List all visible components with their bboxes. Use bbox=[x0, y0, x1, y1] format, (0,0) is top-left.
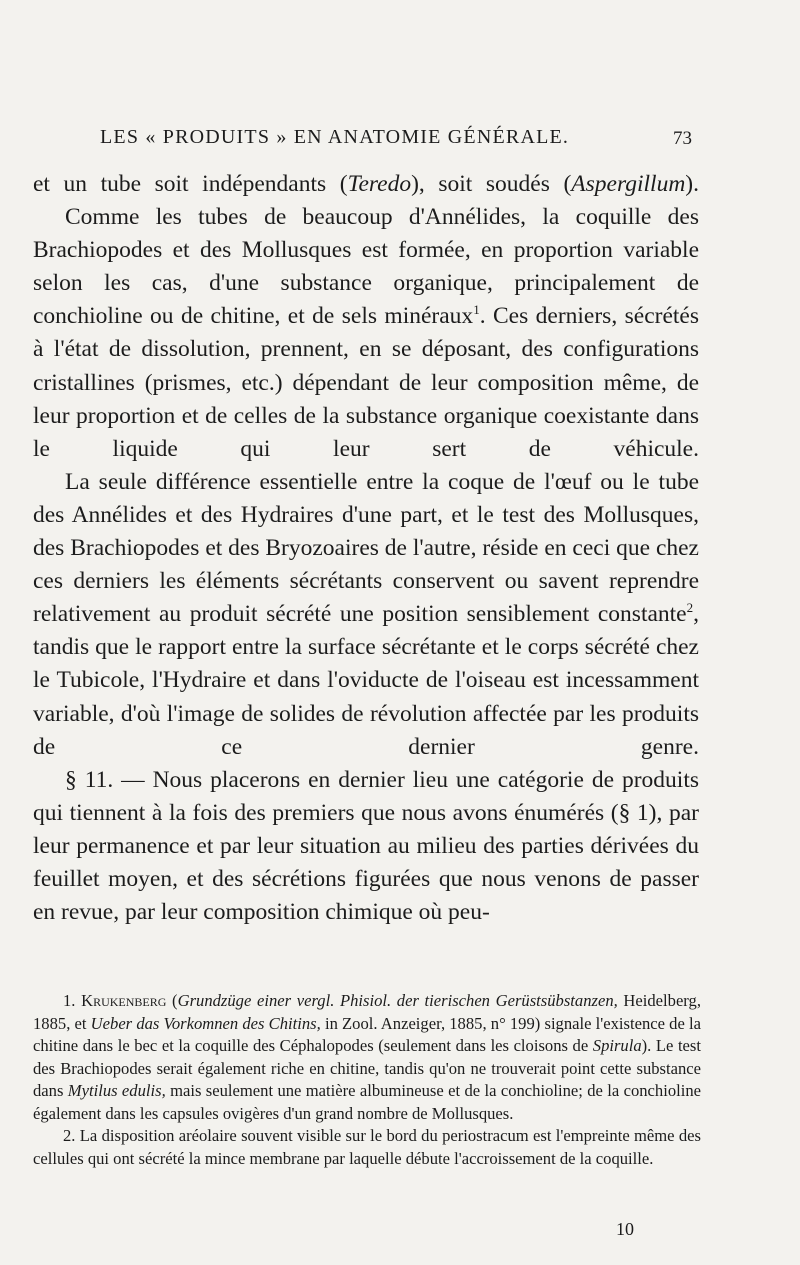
text-run: . Ces derniers, sécrétés à l'état de dissolution, prennent, en se déposant, des configurations cristallines (prismes, etc.) dépendant de leur composition même, de leur proportion et de celles de la substance organique coexistante dans le liquide qui leur sert de véhicule. bbox=[33, 303, 699, 462]
text-run: Comme les tubes de beaucoup d'Annélides, la coquille des Brachiopodes et des Mollusques est formée, en proportion variable selon les cas, d'une substance organique, principalement de conchioline ou de chitine, et de sels minéraux bbox=[33, 204, 699, 330]
footnotes bbox=[33, 990, 701, 1170]
paragraph-2 bbox=[33, 201, 699, 466]
text-run: ). bbox=[685, 171, 699, 197]
text-run: ). Le test des Brachiopodes serait également riche en chitine, tandis qu'on ne trouverait point cette substance dans bbox=[33, 1036, 701, 1100]
main-text bbox=[33, 168, 699, 929]
text-run: Heidelberg, 1885, et bbox=[33, 991, 701, 1033]
footnote-number: 2. bbox=[63, 1126, 76, 1145]
italic-run: Grundzüge einer vergl. Phisiol. der tierischen Gerüstsübstanzen, bbox=[177, 991, 618, 1010]
italic-run: Aspergillum bbox=[571, 171, 686, 197]
page-number: 73 bbox=[673, 128, 692, 149]
text-run: mais seulement une matière albumineuse et de la conchioline; de la conchioline également dans les capsules ovigères d'un grand nombre de Mollusques. bbox=[33, 1081, 701, 1123]
footnote-ref: 2 bbox=[686, 600, 694, 616]
italic-run: Spirula bbox=[592, 1036, 642, 1055]
footnote-author: Krukenberg bbox=[81, 991, 167, 1010]
paragraph-4 bbox=[33, 764, 699, 929]
text-run: ( bbox=[166, 991, 178, 1010]
italic-run: Teredo bbox=[347, 171, 412, 197]
text-run: § 11. — Nous placerons en dernier lieu une catégorie de produits qui tiennent à la fois des premiers que nous avons énumérés (§ 1), par leur permanence et par leur situation au milieu des parties dérivées du feuillet moyen, et des sécrétions figurées que nous venons de passer en revue, par leur composition chimique où peu- bbox=[33, 766, 699, 926]
text-run: , tandis que le rapport entre la surface sécrétante et le corps sécrété chez le Tubicole, l'Hydraire et dans l'oviducte de l'oiseau est incessamment variable, d'où l'image de solides de révolution affectée par les produits de ce dernier genre. bbox=[33, 601, 699, 760]
footnote-2 bbox=[33, 1125, 701, 1170]
text-run: La seule différence essentielle entre la coque de l'œuf ou le tube des Annélides et des Hydraires d'une part, et le test des Mollusques, des Brachiopodes et des Bryozoaires de l'autre, réside en ceci que chez ces derniers les éléments sécrétants conservent ou savent reprendre relativement au produit sécrété une position sensiblement constante bbox=[33, 468, 699, 628]
text-run: in Zool. Anzeiger, 1885, n° 199) signale l'existence de la chitine dans le bec et la coquille des Céphalopodes (seulement dans les cloisons de bbox=[33, 1013, 701, 1055]
signature-mark: 10 bbox=[616, 1219, 634, 1239]
footnote-1 bbox=[33, 990, 701, 1125]
running-title: LES « PRODUITS » EN ANATOMIE GÉNÉRALE. bbox=[100, 126, 570, 148]
paragraph-3 bbox=[33, 466, 699, 764]
footnote-number: 1. bbox=[63, 991, 76, 1010]
paragraph-1 bbox=[33, 168, 699, 201]
italic-run: Mytilus edulis, bbox=[67, 1081, 166, 1100]
text-run: ), soit soudés ( bbox=[411, 171, 572, 197]
footnote-ref: 1 bbox=[473, 302, 480, 318]
italic-run: Ueber das Vorkomnen des Chitins, bbox=[90, 1013, 321, 1033]
text-run: La disposition aréolaire souvent visible sur le bord du periostracum est l'empreinte même des cellules qui ont sécrété la mince membrane par laquelle débute l'accroissement de la coquille. bbox=[33, 1126, 701, 1168]
text-run: et un tube soit indépendants ( bbox=[33, 171, 348, 197]
